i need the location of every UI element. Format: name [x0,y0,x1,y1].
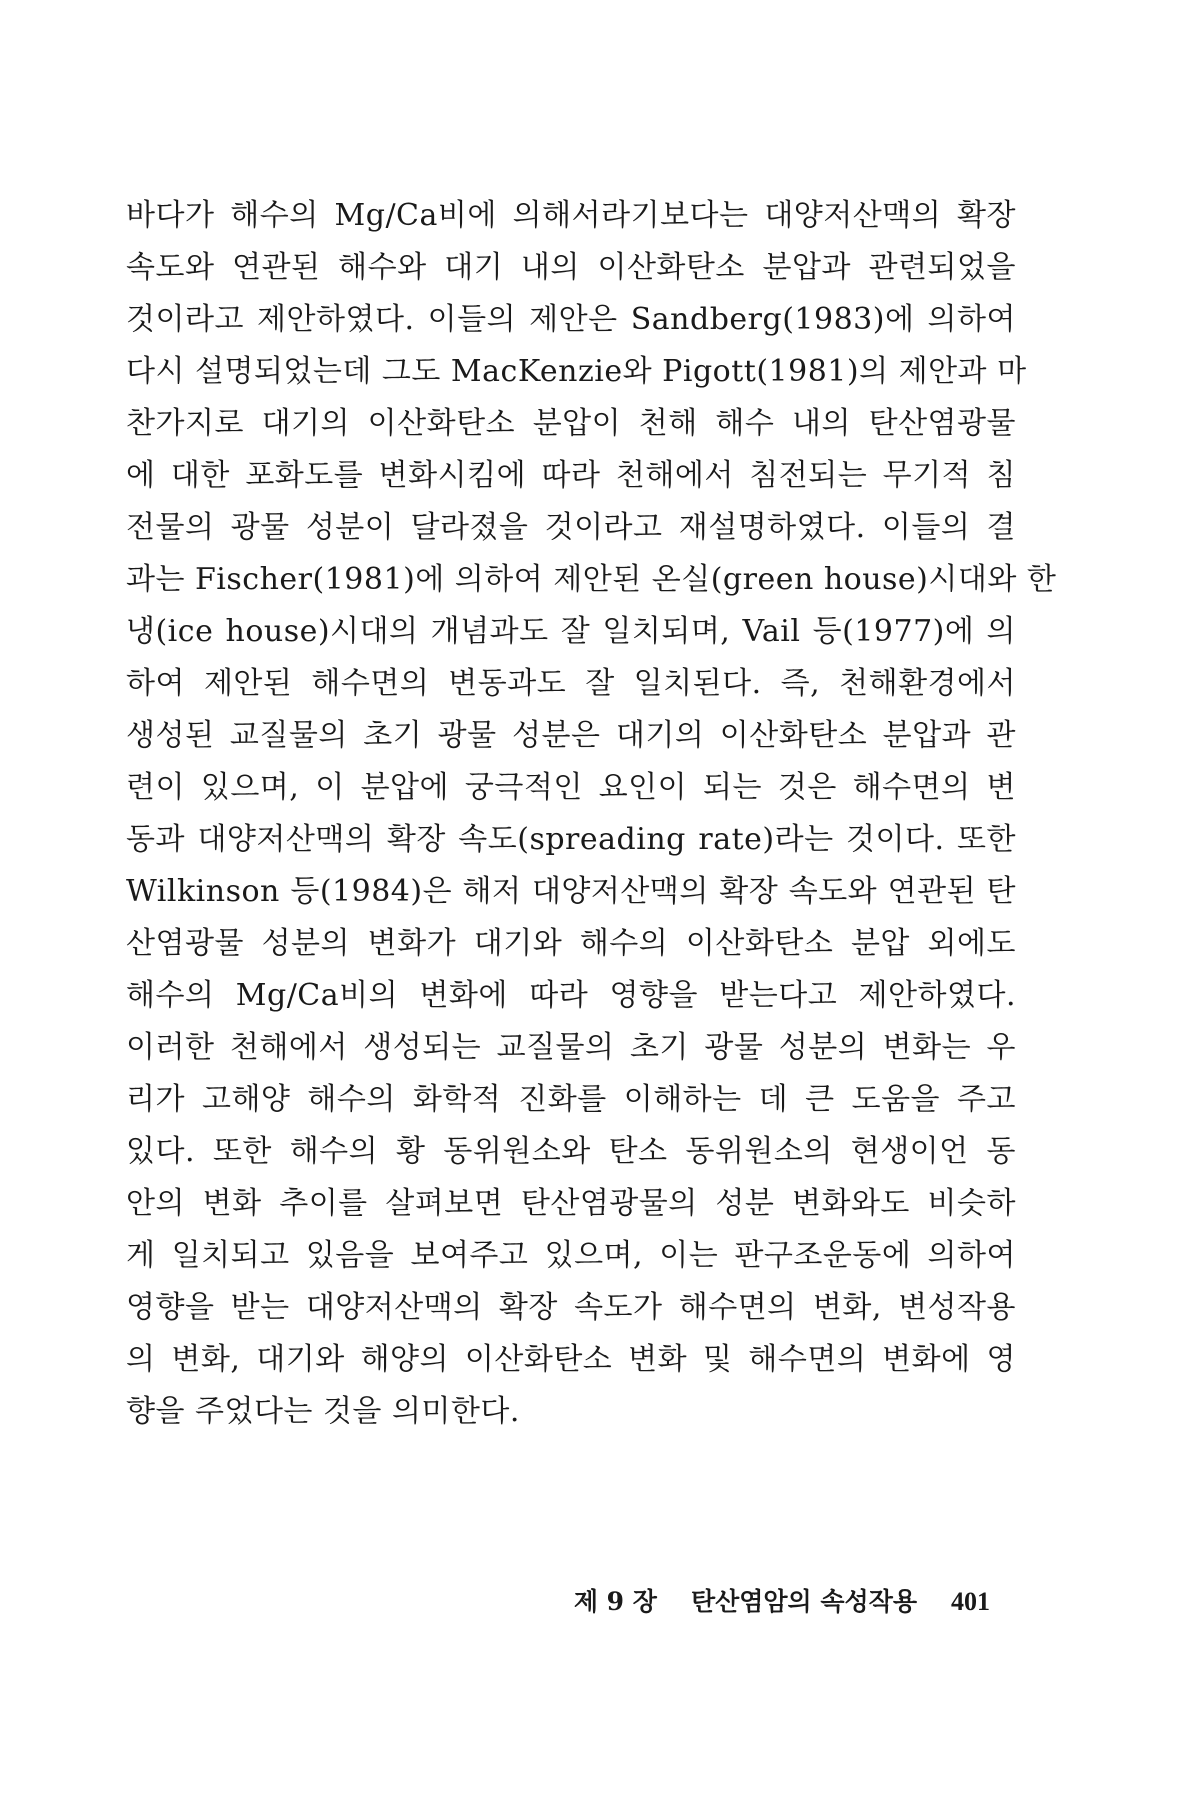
text-line: 바다가 해수의 Mg/Ca비에 의해서라기보다는 대양저산맥의 확장 [126,198,1016,233]
text-line: 산염광물 성분의 변화가 대기와 해수의 이산화탄소 분압 외에도 [126,926,1016,961]
text-line: 이러한 천해에서 생성되는 교질물의 초기 광물 성분의 변화는 우 [126,1030,1016,1065]
text-line: 과는 Fischer(1981)에 의하여 제안된 온실(green house)시대와 한 [126,562,1057,597]
chapter-label: 제 9 장 [573,1587,657,1616]
text-line: 리가 고해양 해수의 화학적 진화를 이해하는 데 큰 도움을 주고 [126,1082,1016,1117]
page-number: 401 [951,1587,990,1616]
text-line: 냉(ice house)시대의 개념과도 잘 일치되며, Vail 등(1977)에 의 [126,614,1016,649]
page-footer [574,1582,990,1618]
text-line: 련이 있으며, 이 분압에 궁극적인 요인이 되는 것은 해수면의 변 [126,770,1016,805]
text-line: 찬가지로 대기의 이산화탄소 분압이 천해 해수 내의 탄산염광물 [126,406,1016,441]
body-paragraph [126,190,1057,1438]
text-line: 것이라고 제안하였다. 이들의 제안은 Sandberg(1983)에 의하여 [126,302,1016,337]
text-line: 전물의 광물 성분이 달라졌을 것이라고 재설명하였다. 이들의 결 [126,510,1016,545]
text-line: 영향을 받는 대양저산맥의 확장 속도가 해수면의 변화, 변성작용 [126,1290,1016,1325]
text-line: 속도와 연관된 해수와 대기 내의 이산화탄소 분압과 관련되었을 [126,250,1016,285]
chapter-title: 탄산염암의 속성작용 [690,1587,917,1616]
text-line: 다시 설명되었는데 그도 MacKenzie와 Pigott(1981)의 제안과 마 [126,354,1027,389]
text-line: 하여 제안된 해수면의 변동과도 잘 일치된다. 즉, 천해환경에서 [126,666,1016,701]
text-line: 동과 대양저산맥의 확장 속도(spreading rate)라는 것이다. 또한 [126,822,1016,857]
text-line: 생성된 교질물의 초기 광물 성분은 대기의 이산화탄소 분압과 관 [126,718,1016,753]
text-line: 에 대한 포화도를 변화시킴에 따라 천해에서 침전되는 무기적 침 [126,458,1016,493]
text-line: 해수의 Mg/Ca비의 변화에 따라 영향을 받는다고 제안하였다. [126,978,1016,1013]
text-line: 안의 변화 추이를 살펴보면 탄산염광물의 성분 변화와도 비슷하 [126,1186,1016,1221]
text-line: 있다. 또한 해수의 황 동위원소와 탄소 동위원소의 현생이언 동 [126,1134,1016,1169]
text-line: Wilkinson 등(1984)은 해저 대양저산맥의 확장 속도와 연관된 탄 [126,874,1016,909]
text-line: 게 일치되고 있음을 보여주고 있으며, 이는 판구조운동에 의하여 [126,1238,1016,1273]
text-line: 향을 주었다는 것을 의미한다. [126,1394,520,1429]
text-line: 의 변화, 대기와 해양의 이산화탄소 변화 및 해수면의 변화에 영 [126,1342,1016,1377]
